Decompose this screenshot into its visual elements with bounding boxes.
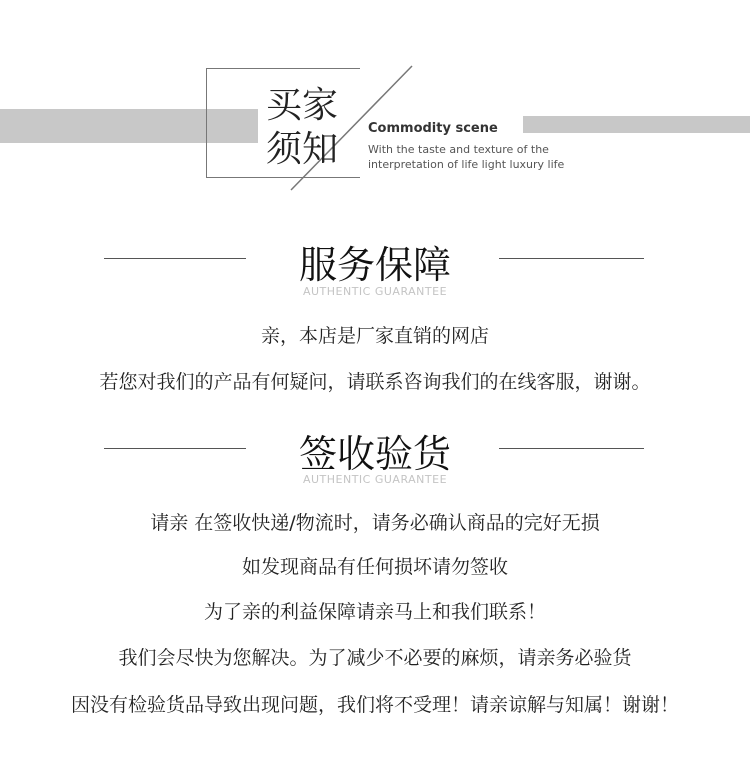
section1-rule-left (104, 258, 246, 259)
header-title (266, 84, 366, 172)
section2-rule-right (499, 448, 644, 449)
section2-subtitle: AUTHENTIC GUARANTEE (302, 473, 448, 486)
header-description (368, 142, 564, 172)
section1-text-line: 若您对我们的产品有何疑问，请联系咨询我们的在线客服，谢谢。 (99, 371, 651, 393)
section1-title: 服务保障 (298, 243, 451, 287)
section2-text-line: 为了亲的利益保障请亲马上和我们联系！ (203, 601, 546, 623)
section2-text-line: 如发现商品有任何损坏请勿签收 (241, 556, 508, 578)
section2-text-line: 我们会尽快为您解决。为了减少不必要的麻烦，请亲务必验货 (118, 647, 632, 669)
header-title-line2: 须知 (266, 129, 339, 170)
section1-rule-right (499, 258, 644, 259)
section2-rule-left (104, 448, 246, 449)
header-title-line1: 买家 (266, 85, 339, 126)
header-subtitle: Commodity scene (368, 121, 498, 136)
section2-title: 签收验货 (298, 432, 451, 476)
header-description-line1: With the taste and texture of the (368, 143, 549, 156)
section1-subtitle: AUTHENTIC GUARANTEE (302, 285, 448, 298)
header-description-line2: interpretation of life light luxury life (368, 158, 565, 171)
section2-text-line: 请亲 在签收快递/物流时，请务必确认商品的完好无损 (150, 512, 600, 534)
section2-text-line: 因没有检验货品导致出现问题，我们将不受理！请亲谅解与知属！谢谢！ (70, 694, 679, 716)
section1-text-line: 亲，本店是厂家直销的网店 (260, 325, 489, 347)
